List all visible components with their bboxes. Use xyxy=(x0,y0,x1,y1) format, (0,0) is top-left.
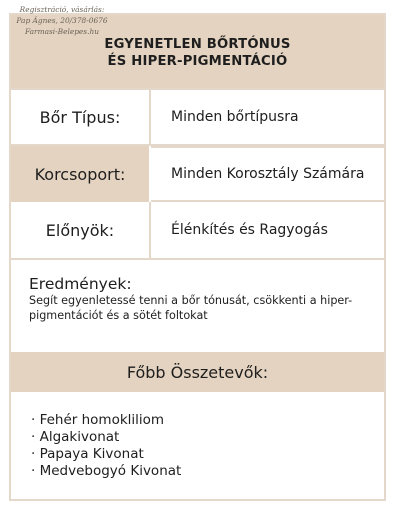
row-benefits xyxy=(11,202,384,260)
watermark-line: Farmasi-Belepes.hu xyxy=(25,27,99,36)
results-title: Eredmények: xyxy=(29,275,132,293)
results-section xyxy=(11,262,384,350)
list-item: · Algakivonat xyxy=(31,429,120,445)
row-label: Előnyök: xyxy=(11,202,151,258)
row-skin-type xyxy=(11,88,384,146)
row-label: Korcsoport: xyxy=(11,146,151,202)
watermark xyxy=(2,4,122,37)
ingredients-header xyxy=(11,352,384,392)
ingredients-title: Főbb Összetevők: xyxy=(126,362,269,382)
row-label: Bőr Típus: xyxy=(11,90,151,144)
results-description: Segít egyenletessé tenni a bőr tónusát, csökkenti a hiper-pigmentációt és a sötét foltokat xyxy=(29,294,353,322)
list-item: · Papaya Kivonat xyxy=(31,446,144,462)
list-item: · Fehér homokliliom xyxy=(31,412,165,428)
row-value: Minden Korosztály Számára xyxy=(151,146,384,202)
watermark-line: Pap Ágnes, 20/378-0676 xyxy=(16,16,108,25)
list-item: · Medvebogyó Kivonat xyxy=(31,463,182,479)
product-info-card xyxy=(9,13,386,501)
header-title-line1: EGYENETLEN BŐRTÓNUS xyxy=(104,36,291,52)
watermark-line: Regisztráció, vásárlás: xyxy=(19,5,105,14)
ingredients-list xyxy=(11,412,384,480)
row-value: Minden bőrtípusra xyxy=(171,109,299,125)
row-age-group xyxy=(11,146,384,202)
header-title-line2: ÉS HIPER-PIGMENTÁCIÓ xyxy=(107,53,288,69)
row-value: Élénkítés és Ragyogás xyxy=(171,222,328,238)
